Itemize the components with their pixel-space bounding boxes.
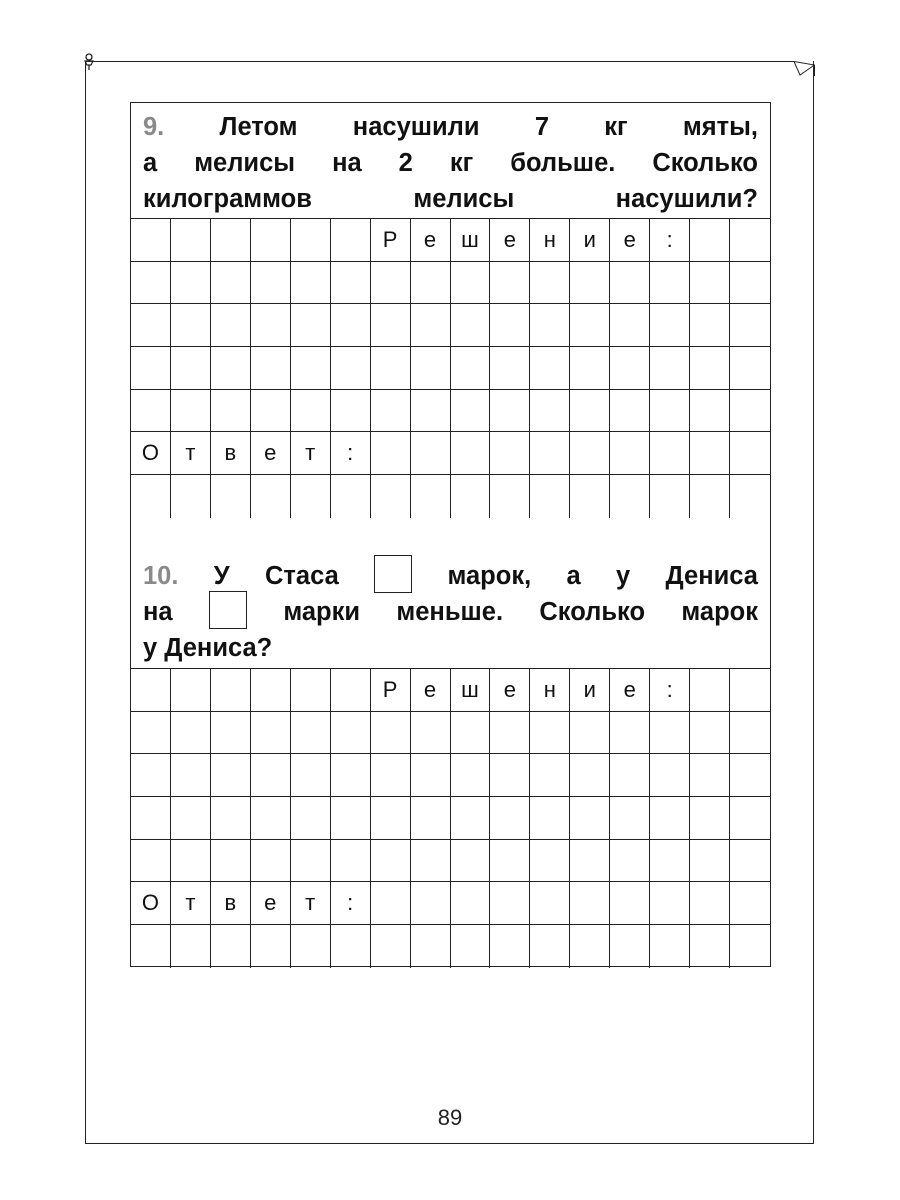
grid-cell[interactable] [291, 712, 331, 754]
grid-cell[interactable] [291, 840, 331, 882]
grid-cell[interactable] [610, 754, 650, 796]
answer-label-letter[interactable]: : [331, 882, 371, 924]
grid-cell[interactable] [171, 754, 211, 796]
grid-cell[interactable] [451, 840, 491, 882]
grid-cell[interactable] [131, 669, 171, 711]
grid-row [131, 347, 770, 390]
grid-cell[interactable] [530, 925, 570, 968]
grid-cell[interactable] [211, 797, 251, 839]
grid-row [131, 882, 770, 925]
grid-cell[interactable] [291, 797, 331, 839]
grid-cell[interactable] [131, 475, 171, 518]
grid-cell[interactable] [411, 475, 451, 518]
grid-cell[interactable] [371, 712, 411, 754]
grid-cell[interactable] [730, 712, 770, 754]
blank-box-input[interactable] [209, 591, 247, 629]
grid-cell[interactable] [690, 262, 730, 304]
grid-cell[interactable] [530, 347, 570, 389]
grid-cell[interactable] [490, 475, 530, 518]
grid-cell[interactable] [730, 432, 770, 474]
answer-label-letter[interactable]: т [291, 432, 331, 474]
grid-cell[interactable] [251, 390, 291, 432]
grid-cell[interactable] [650, 840, 690, 882]
problem-number: 9. [143, 113, 165, 141]
grid-cell[interactable] [331, 754, 371, 796]
grid-cell[interactable] [251, 219, 291, 261]
grid-cell[interactable] [490, 390, 530, 432]
grid-cell[interactable] [451, 390, 491, 432]
grid-cell[interactable] [411, 925, 451, 968]
solution-label-letter[interactable]: ш [451, 669, 491, 711]
grid-cell[interactable] [490, 712, 530, 754]
grid-cell[interactable] [131, 390, 171, 432]
grid-cell[interactable] [411, 797, 451, 839]
grid-row [131, 925, 770, 968]
grid-cell[interactable] [530, 390, 570, 432]
grid-cell[interactable] [610, 797, 650, 839]
grid-cell[interactable] [610, 432, 650, 474]
grid-cell[interactable] [251, 925, 291, 968]
grid-cell[interactable] [570, 475, 610, 518]
grid-cell[interactable] [490, 262, 530, 304]
grid-cell[interactable] [490, 882, 530, 924]
grid-cell[interactable] [291, 219, 331, 261]
grid-cell[interactable] [530, 882, 570, 924]
problem-text: марки меньше. Сколько марок [283, 598, 758, 626]
grid-cell[interactable] [730, 475, 770, 518]
solution-label-letter[interactable]: Р [371, 669, 411, 711]
grid-cell[interactable] [331, 304, 371, 346]
grid-cell[interactable] [371, 304, 411, 346]
grid-cell[interactable] [490, 754, 530, 796]
grid-cell[interactable] [690, 304, 730, 346]
grid-cell[interactable] [411, 712, 451, 754]
grid-cell[interactable] [371, 797, 411, 839]
answer-label-letter[interactable]: в [211, 432, 251, 474]
grid-cell[interactable] [331, 475, 371, 518]
grid-cell[interactable] [171, 712, 211, 754]
grid-cell[interactable] [610, 925, 650, 968]
grid-cell[interactable] [730, 219, 770, 261]
grid-cell[interactable] [650, 262, 690, 304]
grid-cell[interactable] [490, 840, 530, 882]
grid-cell[interactable] [730, 882, 770, 924]
grid-cell[interactable] [570, 882, 610, 924]
grid-cell[interactable] [211, 347, 251, 389]
grid-cell[interactable] [570, 840, 610, 882]
grid-cell[interactable] [570, 347, 610, 389]
grid-row [131, 262, 770, 305]
grid-cell[interactable] [331, 669, 371, 711]
grid-cell[interactable] [131, 262, 171, 304]
answer-label-letter[interactable]: т [171, 882, 211, 924]
grid-cell[interactable] [690, 475, 730, 518]
grid-cell[interactable] [451, 797, 491, 839]
grid-cell[interactable] [490, 432, 530, 474]
grid-cell[interactable] [331, 347, 371, 389]
solution-label-letter[interactable]: н [530, 669, 570, 711]
grid-cell[interactable] [650, 475, 690, 518]
grid-cell[interactable] [411, 882, 451, 924]
grid-cell[interactable] [411, 754, 451, 796]
grid-cell[interactable] [610, 475, 650, 518]
grid-cell[interactable] [411, 390, 451, 432]
grid-cell[interactable] [251, 304, 291, 346]
page-number: 89 [437, 1105, 463, 1130]
answer-label-letter[interactable]: О [131, 432, 171, 474]
grid-cell[interactable] [451, 882, 491, 924]
grid-cell[interactable] [171, 925, 211, 968]
grid-cell[interactable] [211, 262, 251, 304]
grid-cell[interactable] [610, 712, 650, 754]
grid-row [131, 304, 770, 347]
answer-label-letter[interactable]: е [251, 882, 291, 924]
grid-cell[interactable] [291, 669, 331, 711]
grid-cell[interactable] [371, 882, 411, 924]
grid-row [131, 432, 770, 475]
grid-cell[interactable] [570, 262, 610, 304]
grid-cell[interactable] [451, 347, 491, 389]
grid-cell[interactable] [371, 262, 411, 304]
grid-cell[interactable] [451, 475, 491, 518]
answer-label-letter[interactable]: т [291, 882, 331, 924]
grid-cell[interactable] [730, 347, 770, 389]
solution-label-letter[interactable]: Р [371, 219, 411, 261]
solution-label-letter[interactable]: е [610, 219, 650, 261]
grid-cell[interactable] [331, 840, 371, 882]
grid-cell[interactable] [131, 840, 171, 882]
grid-cell[interactable] [291, 304, 331, 346]
grid-cell[interactable] [251, 669, 291, 711]
problem-text: на [143, 598, 173, 626]
grid-cell[interactable] [371, 390, 411, 432]
grid-cell[interactable] [690, 797, 730, 839]
grid-cell[interactable] [730, 669, 770, 711]
grid-cell[interactable] [610, 304, 650, 346]
grid-cell[interactable] [251, 797, 291, 839]
grid-cell[interactable] [650, 390, 690, 432]
grid-cell[interactable] [730, 840, 770, 882]
grid-cell[interactable] [411, 840, 451, 882]
grid-cell[interactable] [730, 262, 770, 304]
grid-cell[interactable] [291, 347, 331, 389]
grid-cell[interactable] [131, 712, 171, 754]
grid-cell[interactable] [331, 797, 371, 839]
grid-cell[interactable] [171, 262, 211, 304]
grid-cell[interactable] [650, 754, 690, 796]
grid-cell[interactable] [171, 219, 211, 261]
grid-cell[interactable] [251, 262, 291, 304]
grid-cell[interactable] [690, 669, 730, 711]
page-corner-fold-icon [794, 61, 815, 76]
grid-cell[interactable] [411, 304, 451, 346]
grid-cell[interactable] [451, 712, 491, 754]
grid-cell[interactable] [570, 390, 610, 432]
solution-label-letter[interactable]: н [530, 219, 570, 261]
grid-cell[interactable] [730, 304, 770, 346]
grid-cell[interactable] [730, 390, 770, 432]
grid-cell[interactable] [730, 754, 770, 796]
grid-cell[interactable] [371, 475, 411, 518]
grid-cell[interactable] [171, 475, 211, 518]
problem-line: Летом насушили 7 кг мяты, [219, 113, 758, 141]
grid-cell[interactable] [331, 262, 371, 304]
grid-cell[interactable] [690, 925, 730, 968]
grid-cell[interactable] [650, 925, 690, 968]
grid-cell[interactable] [411, 347, 451, 389]
grid-cell[interactable] [331, 219, 371, 261]
grid-cell[interactable] [131, 925, 171, 968]
grid-cell[interactable] [690, 840, 730, 882]
problem-10-text [131, 558, 770, 666]
grid-cell[interactable] [171, 797, 211, 839]
solution-label-letter[interactable]: е [610, 669, 650, 711]
grid-cell[interactable] [490, 797, 530, 839]
solution-label-letter[interactable]: е [490, 219, 530, 261]
grid-cell[interactable] [131, 219, 171, 261]
grid-cell[interactable] [690, 219, 730, 261]
grid-cell[interactable] [610, 262, 650, 304]
blank-box-input[interactable] [374, 555, 412, 593]
grid-cell[interactable] [291, 925, 331, 968]
grid-cell[interactable] [650, 432, 690, 474]
grid-cell[interactable] [610, 840, 650, 882]
grid-cell[interactable] [690, 754, 730, 796]
grid-cell[interactable] [291, 390, 331, 432]
grid-cell[interactable] [331, 712, 371, 754]
grid-cell[interactable] [211, 390, 251, 432]
grid-cell[interactable] [371, 347, 411, 389]
grid-cell[interactable] [171, 840, 211, 882]
grid-cell[interactable] [211, 475, 251, 518]
grid-cell[interactable] [291, 262, 331, 304]
grid-cell[interactable] [251, 840, 291, 882]
grid-cell[interactable] [411, 432, 451, 474]
grid-cell[interactable] [530, 712, 570, 754]
grid-cell[interactable] [570, 754, 610, 796]
solution-grid-9[interactable] [131, 218, 770, 518]
solution-label-letter[interactable]: ш [451, 219, 491, 261]
grid-cell[interactable] [530, 432, 570, 474]
grid-cell[interactable] [251, 754, 291, 796]
grid-row [131, 475, 770, 518]
grid-cell[interactable] [251, 475, 291, 518]
answer-label-letter[interactable]: т [171, 432, 211, 474]
grid-cell[interactable] [371, 432, 411, 474]
grid-cell[interactable] [371, 840, 411, 882]
answer-label-letter[interactable]: О [131, 882, 171, 924]
grid-cell[interactable] [570, 712, 610, 754]
grid-cell[interactable] [291, 475, 331, 518]
grid-cell[interactable] [171, 347, 211, 389]
solution-grid-10[interactable] [131, 668, 770, 968]
grid-row [131, 754, 770, 797]
grid-cell[interactable] [570, 925, 610, 968]
grid-cell[interactable] [451, 432, 491, 474]
problem-text: У Стаса [213, 562, 339, 590]
solution-label-letter[interactable]: : [650, 219, 690, 261]
grid-cell[interactable] [331, 925, 371, 968]
grid-cell[interactable] [690, 347, 730, 389]
grid-cell[interactable] [251, 712, 291, 754]
grid-cell[interactable] [451, 304, 491, 346]
grid-row [131, 797, 770, 840]
grid-cell[interactable] [171, 669, 211, 711]
grid-cell[interactable] [131, 347, 171, 389]
problem-line: у Дениса? [143, 634, 273, 662]
exercise-box [130, 102, 771, 967]
answer-label-letter[interactable]: : [331, 432, 371, 474]
grid-cell[interactable] [291, 754, 331, 796]
grid-cell[interactable] [211, 304, 251, 346]
grid-cell[interactable] [530, 754, 570, 796]
problem-number: 10. [143, 562, 179, 590]
grid-cell[interactable] [171, 304, 211, 346]
grid-cell[interactable] [730, 797, 770, 839]
grid-row [131, 219, 770, 262]
grid-cell[interactable] [650, 797, 690, 839]
grid-cell[interactable] [650, 882, 690, 924]
grid-cell[interactable] [171, 390, 211, 432]
grid-row [131, 390, 770, 433]
grid-cell[interactable] [530, 304, 570, 346]
answer-label-letter[interactable]: в [211, 882, 251, 924]
grid-row [131, 840, 770, 883]
grid-cell[interactable] [371, 925, 411, 968]
grid-cell[interactable] [690, 390, 730, 432]
grid-cell[interactable] [211, 669, 251, 711]
grid-cell[interactable] [451, 754, 491, 796]
grid-cell[interactable] [690, 432, 730, 474]
grid-cell[interactable] [451, 262, 491, 304]
grid-cell[interactable] [131, 304, 171, 346]
solution-label-letter[interactable]: е [490, 669, 530, 711]
grid-cell[interactable] [371, 754, 411, 796]
solution-label-letter[interactable]: и [570, 219, 610, 261]
grid-cell[interactable] [530, 475, 570, 518]
grid-cell[interactable] [490, 925, 530, 968]
grid-cell[interactable] [411, 262, 451, 304]
grid-cell[interactable] [251, 347, 291, 389]
grid-cell[interactable] [131, 797, 171, 839]
grid-cell[interactable] [211, 219, 251, 261]
grid-cell[interactable] [570, 432, 610, 474]
grid-cell[interactable] [490, 347, 530, 389]
grid-cell[interactable] [530, 840, 570, 882]
solution-label-letter[interactable]: и [570, 669, 610, 711]
grid-cell[interactable] [730, 925, 770, 968]
grid-cell[interactable] [650, 304, 690, 346]
problem-line: килограммов мелисы насушили? [143, 185, 758, 213]
grid-cell[interactable] [570, 304, 610, 346]
grid-row [131, 712, 770, 755]
solution-label-letter[interactable]: е [411, 669, 451, 711]
grid-cell[interactable] [530, 797, 570, 839]
grid-cell[interactable] [211, 840, 251, 882]
grid-cell[interactable] [211, 925, 251, 968]
pin-icon [82, 53, 96, 71]
grid-cell[interactable] [211, 712, 251, 754]
solution-label-letter[interactable]: : [650, 669, 690, 711]
grid-cell[interactable] [530, 262, 570, 304]
grid-cell[interactable] [211, 754, 251, 796]
grid-cell[interactable] [610, 390, 650, 432]
solution-label-letter[interactable]: е [411, 219, 451, 261]
grid-cell[interactable] [570, 797, 610, 839]
grid-cell[interactable] [650, 347, 690, 389]
grid-cell[interactable] [690, 882, 730, 924]
problem-9-text [131, 109, 770, 217]
grid-cell[interactable] [490, 304, 530, 346]
grid-cell[interactable] [650, 712, 690, 754]
grid-cell[interactable] [610, 347, 650, 389]
problem-line: а мелисы на 2 кг больше. Сколько [143, 149, 758, 177]
grid-row [131, 669, 770, 712]
grid-cell[interactable] [131, 754, 171, 796]
answer-label-letter[interactable]: е [251, 432, 291, 474]
grid-cell[interactable] [610, 882, 650, 924]
grid-cell[interactable] [451, 925, 491, 968]
grid-cell[interactable] [331, 390, 371, 432]
problem-text: марок, а у Дениса [447, 562, 758, 590]
grid-cell[interactable] [690, 712, 730, 754]
